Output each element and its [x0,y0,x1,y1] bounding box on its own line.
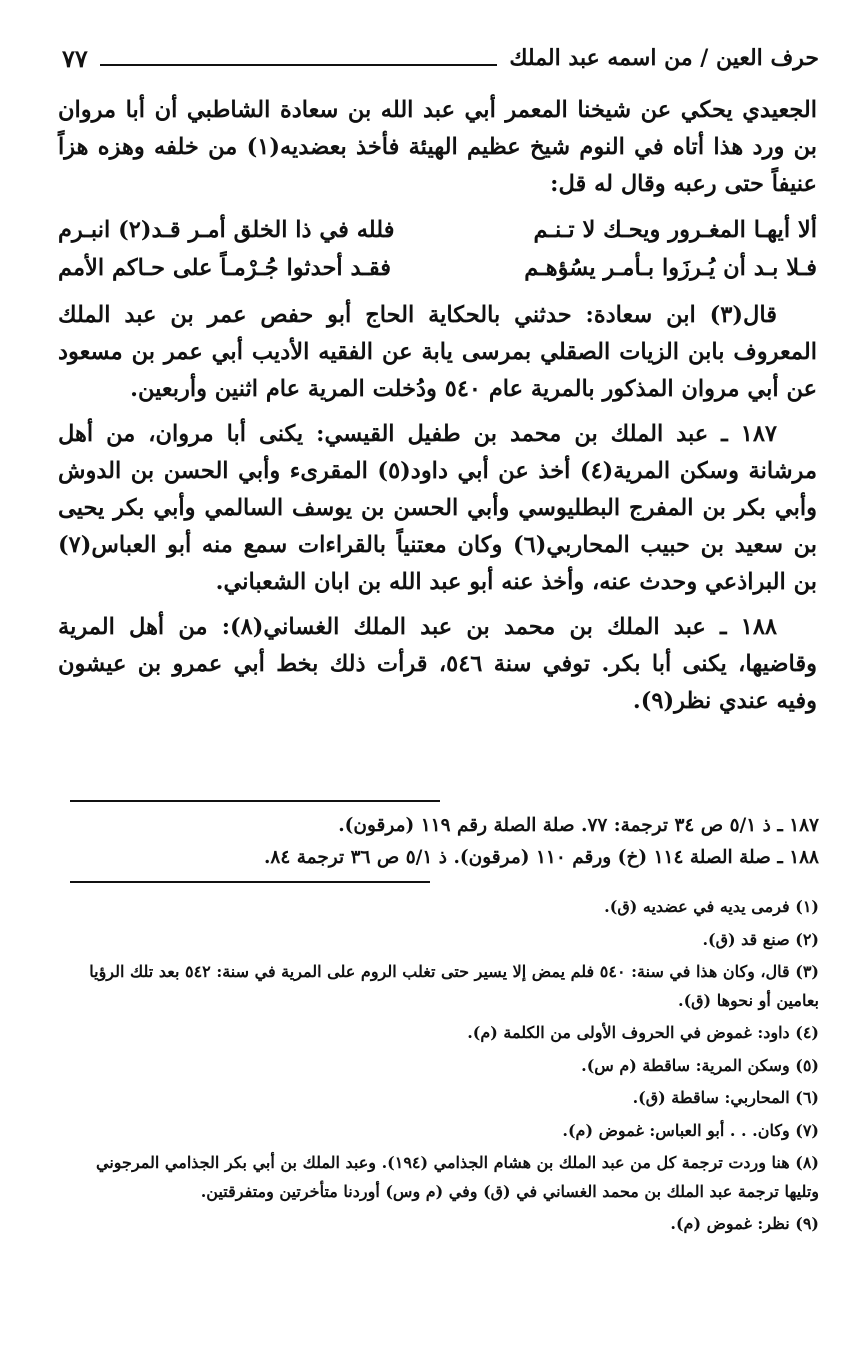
verse-line [58,211,817,249]
footnote: (٤) داود: غموض في الحروف الأولى من الكلمة (م). [467,1023,819,1042]
running-header [62,38,819,78]
page-number: ٧٧ [62,43,88,73]
footnotes [60,893,819,1243]
source-line: ١٨٨ ـ صلة الصلة ١١٤ (خ) ورقم ١١٠ (مرقون). ذ ٥/١ ص ٣٦ ترجمة ٨٤. [263,847,819,868]
paragraph-narration: قال(٣) ابن سعادة: حدثني بالحكاية الحاج أبو حفص عمر بن عبد الملك المعروف بابن الزيات الصقلي بمرسى يابة عن الفقيه الأديب أبي عمر بن مسعود عن أبي مروان المذكور بالمرية عام ٥٤٠ ودُخلت المرية عام اثنين وأربعين. [58,302,817,402]
header-title: حرف العين / من اسمه عبد الملك [509,45,819,71]
main-text [58,92,817,728]
sources-divider [70,800,440,802]
source-line: ١٨٧ ـ ذ ٥/١ ص ٣٤ ترجمة: ٧٧. صلة الصلة رقم ١١٩ (مرقون). [338,815,819,836]
footnote: (٣) قال، وكان هذا في سنة: ٥٤٠ فلم يمض إلا يسير حتى تغلب الروم على المرية في سنة: ٥٤٢ بعد تلك الرؤيا بعامين أو نحوها (ق). [89,962,819,1010]
verse-hemistich: ألا أيهـا المغـرور ويحـك لا تـنـم [533,217,817,243]
poem-verse [58,211,817,287]
paragraph-story: الجعيدي يحكي عن شيخنا المعمر أبي عبد الله بن سعادة الشاطبي أن أبا مروان بن ورد هذا أتاه في النوم شيخ عظيم الهيئة فأخذ بعضديه(١) من خلفه وهزه هزاً عنيفاً حتى رعبه وقال له قل: [58,97,817,197]
verse-hemistich: فـلا بـد أن يُـرزَوا بـأمـر يسُؤهـم [524,255,817,281]
footnote: (٢) صنع قد (ق). [702,929,819,949]
footnote: (١) فرمى يديه في عضديه (ق). [604,897,819,916]
verse-hemistich: فقـد أحدثوا جُـرْمـاً على حـاكم الأمم [58,255,392,281]
sources-block [70,810,819,874]
verse-hemistich: فلله في ذا الخلق أمـر قـد(٢) انبـرم [58,217,395,243]
entry-187: ١٨٧ ـ عبد الملك بن محمد بن طفيل القيسي: يكنى أبا مروان، من أهل مرشانة وسكن المرية(٤) أخذ عن أبي داود(٥) المقرىء وأبي الحسن بن الدوش وأبي بكر بن المفرج البطليوسي وأبي الحسن بن يوسف السالمي وأبي بكر يحيى بن سعيد بن حبيب المحاربي(٦) وكان معتنياً بالقراءات سمع منه أبو العباس(٧) بن البراذعي وحدث عنه، وأخذ عنه أبو عبد الله بن ابان الشعباني. [58,421,818,595]
footnotes-divider [70,881,430,883]
footnote: (٧) وكان. . . أبو العباس: غموض (م). [562,1120,819,1140]
footnote: (٦) المحاربي: ساقطة (ق). [632,1088,819,1107]
footnote: (٩) نظر: غموض (م). [670,1214,819,1233]
header-rule [100,64,498,66]
entry-188: ١٨٨ ـ عبد الملك بن محمد بن عبد الملك الغساني(٨): من أهل المرية وقاضيها، يكنى أبا بكر. توفي سنة ٥٤٦، قرأت ذلك بخط أبي عمرو بن عيشون وفيه عندي نظر(٩). [58,614,818,714]
verse-line [58,249,817,287]
footnote: (٥) وسكن المرية: ساقطة (م س). [581,1055,819,1075]
footnote: (٨) هنا وردت ترجمة كل من عبد الملك بن هشام الجذامي (١٩٤). وعبد الملك بن أبي بكر الجذامي المرجوني وتليها ترجمة عبد الملك بن محمد الغساني في (ق) وفي (م وس) أوردنا متأخرتين ومتفرقتين. [96,1153,819,1201]
